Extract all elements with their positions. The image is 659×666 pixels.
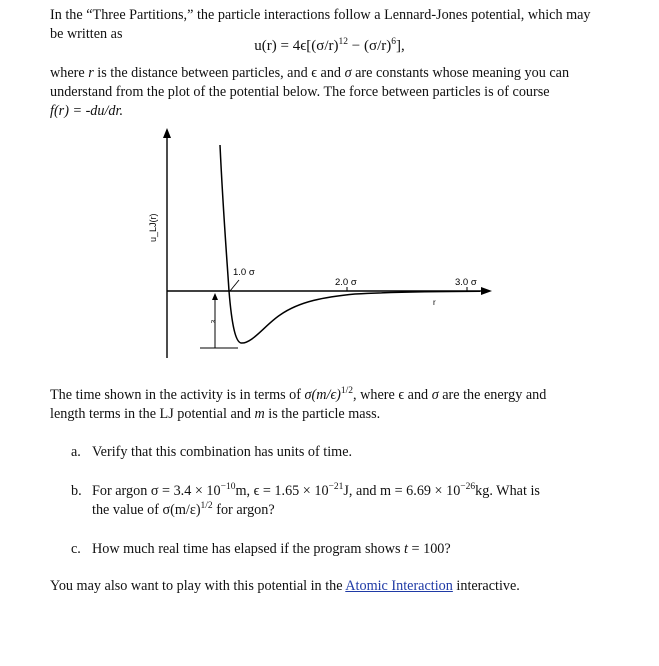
- time-c: and: [404, 387, 432, 403]
- c-text2: = 100?: [408, 541, 451, 557]
- time-sigma: σ: [431, 387, 439, 403]
- x-axis-label: r: [433, 298, 436, 307]
- force-definition: f(r) = -du/dr.: [50, 103, 124, 119]
- tick-label-3sigma: 3.0 σ: [455, 277, 477, 288]
- item-b-marker: b.: [71, 483, 82, 499]
- epsilon-arrow-up: [212, 293, 218, 300]
- b-line2b: for argon?: [212, 502, 275, 518]
- desc-r: r: [88, 65, 94, 81]
- desc-after-sigma: are constants whose meaning you can: [351, 65, 570, 81]
- desc-sigma: σ: [344, 65, 352, 81]
- time-line2a: length terms in the LJ potential and: [50, 406, 255, 422]
- x-axis-arrow: [481, 287, 492, 295]
- b-exp2: −21: [328, 482, 344, 492]
- eq-lhs: u(r) =: [254, 38, 293, 54]
- time-a: The time shown in the activity is in terms of: [50, 387, 305, 403]
- potential-curve: [220, 145, 480, 343]
- time-line-2: [50, 405, 380, 424]
- b-text1: For argon σ = 3.4 × 10: [92, 483, 221, 499]
- tick-label-1sigma: 1.0 σ: [233, 267, 255, 278]
- time-line-1: [50, 386, 546, 405]
- eq-exp-6: 6: [391, 37, 396, 47]
- item-a-text: Verify that this combination has units of time.: [92, 444, 353, 460]
- desc-line-2: understand from the plot of the potential below. The force between particles is of course: [50, 84, 550, 100]
- b-text2: m, ϵ = 1.65 × 10: [235, 483, 329, 499]
- b-line2a: the value of σ(m/ε): [92, 502, 201, 518]
- eq-mid: − (σ/r): [348, 38, 392, 54]
- footer-line: [50, 577, 520, 596]
- desc-after-r: is the distance between particles, and: [93, 65, 312, 81]
- eq-exp-12: 12: [338, 37, 349, 47]
- c-t: t: [404, 541, 408, 557]
- intro-line-2: be written as: [50, 26, 123, 42]
- time-expr: σ(m/ϵ): [304, 387, 341, 403]
- item-b-line-2: [92, 501, 275, 520]
- tick-label-2sigma: 2.0 σ: [335, 277, 357, 288]
- lj-potential-plot: [140, 120, 500, 370]
- tick1-pointer: [230, 280, 239, 291]
- epsilon-label: ε: [209, 320, 216, 324]
- y-axis-arrow: [163, 128, 171, 138]
- time-d: are the energy and: [438, 387, 547, 403]
- time-exp: 1/2: [340, 386, 354, 396]
- time-line2b: is the particle mass.: [264, 406, 381, 422]
- b-text4: kg. What is: [475, 483, 540, 499]
- desc-where: where: [50, 65, 89, 81]
- item-c-marker: c.: [71, 541, 81, 557]
- b-text3: J, and m = 6.69 × 10: [343, 483, 461, 499]
- time-m: m: [254, 406, 265, 422]
- item-b-line-1: [92, 482, 540, 501]
- desc-eps: ϵ: [311, 65, 317, 81]
- atomic-interaction-link[interactable]: Atomic Interaction: [345, 578, 453, 594]
- c-text1: How much real time has elapsed if the program shows: [92, 541, 405, 557]
- item-c-text: [92, 540, 451, 559]
- y-axis-label: u_LJ(r): [148, 213, 158, 242]
- time-eps: ϵ: [398, 387, 405, 403]
- footer-pre: You may also want to play with this potential in the: [50, 578, 346, 594]
- b-exp1: −10: [220, 482, 236, 492]
- intro-line-1: In the “Three Partitions,” the particle interactions follow a Lennard-Jones potential, which may: [50, 7, 591, 23]
- item-a-marker: a.: [71, 444, 81, 460]
- desc-and: and: [316, 65, 345, 81]
- eq-end: ],: [395, 38, 405, 54]
- desc-line-1: [50, 64, 569, 83]
- b-exp4: 1/2: [200, 501, 213, 511]
- b-exp3: −26: [460, 482, 476, 492]
- time-b: , where: [353, 387, 399, 403]
- lj-equation: [0, 38, 659, 55]
- footer-post: interactive.: [452, 578, 520, 594]
- eq-rhs: 4ϵ[(σ/r): [292, 38, 339, 54]
